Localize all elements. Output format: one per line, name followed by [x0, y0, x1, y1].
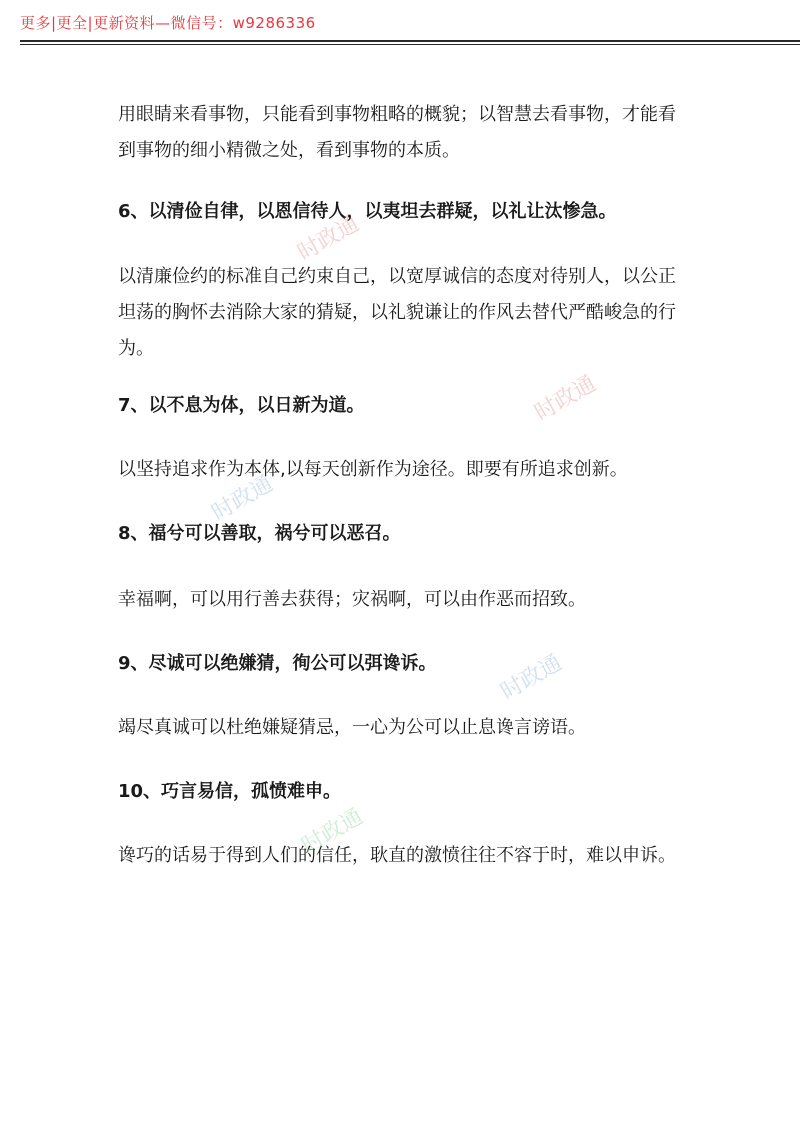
- item-heading: 6、以清俭自律，以恩信待人，以夷坦去群疑，以礼让汰惨急。: [118, 201, 617, 222]
- svg-text:时政通: 时政通: [207, 471, 278, 527]
- header-divider: [20, 40, 800, 42]
- item-explanation: 以坚持追求作为本体,以每天创新作为途径。即要有所追求创新。: [118, 459, 628, 480]
- item-heading: 9、尽诚可以绝嫌猜，徇公可以弭谗诉。: [118, 653, 437, 674]
- item-explanation: 以清廉俭约的标准自己约束自己，以宽厚诚信的态度对待别人，以公正坦荡的胸怀去消除大家的猜疑，以礼貌谦让的作风去替代严酷峻急的行为。: [118, 266, 676, 359]
- svg-text:时政通: 时政通: [293, 211, 364, 267]
- svg-text:时政通: 时政通: [496, 650, 567, 706]
- item-explanation: 幸福啊，可以用行善去获得；灾祸啊，可以由作恶而招致。: [118, 589, 586, 610]
- watermark: [529, 367, 607, 431]
- item-heading: 10、巧言易信，孤愤难申。: [118, 781, 342, 802]
- item-explanation: 谗巧的话易于得到人们的信任，耿直的激愤往往不容于时，难以申诉。: [118, 845, 676, 866]
- item-heading: 8、福兮可以善取，祸兮可以恶召。: [118, 523, 401, 544]
- header-divider-thin: [20, 44, 800, 45]
- svg-text:时政通: 时政通: [297, 804, 368, 860]
- item-explanation: 竭尽真诚可以杜绝嫌疑猜忌，一心为公可以止息谗言谤语。: [118, 717, 586, 738]
- intro-paragraph: 用眼睛来看事物，只能看到事物粗略的概貌；以智慧去看事物，才能看到事物的细小精微之处，看到事物的本质。: [118, 104, 676, 161]
- item-heading: 7、以不息为体，以日新为道。: [118, 395, 365, 416]
- header-banner: 更多|更全|更新资料—微信号：w9286336: [20, 14, 316, 32]
- svg-text:时政通: 时政通: [530, 371, 601, 427]
